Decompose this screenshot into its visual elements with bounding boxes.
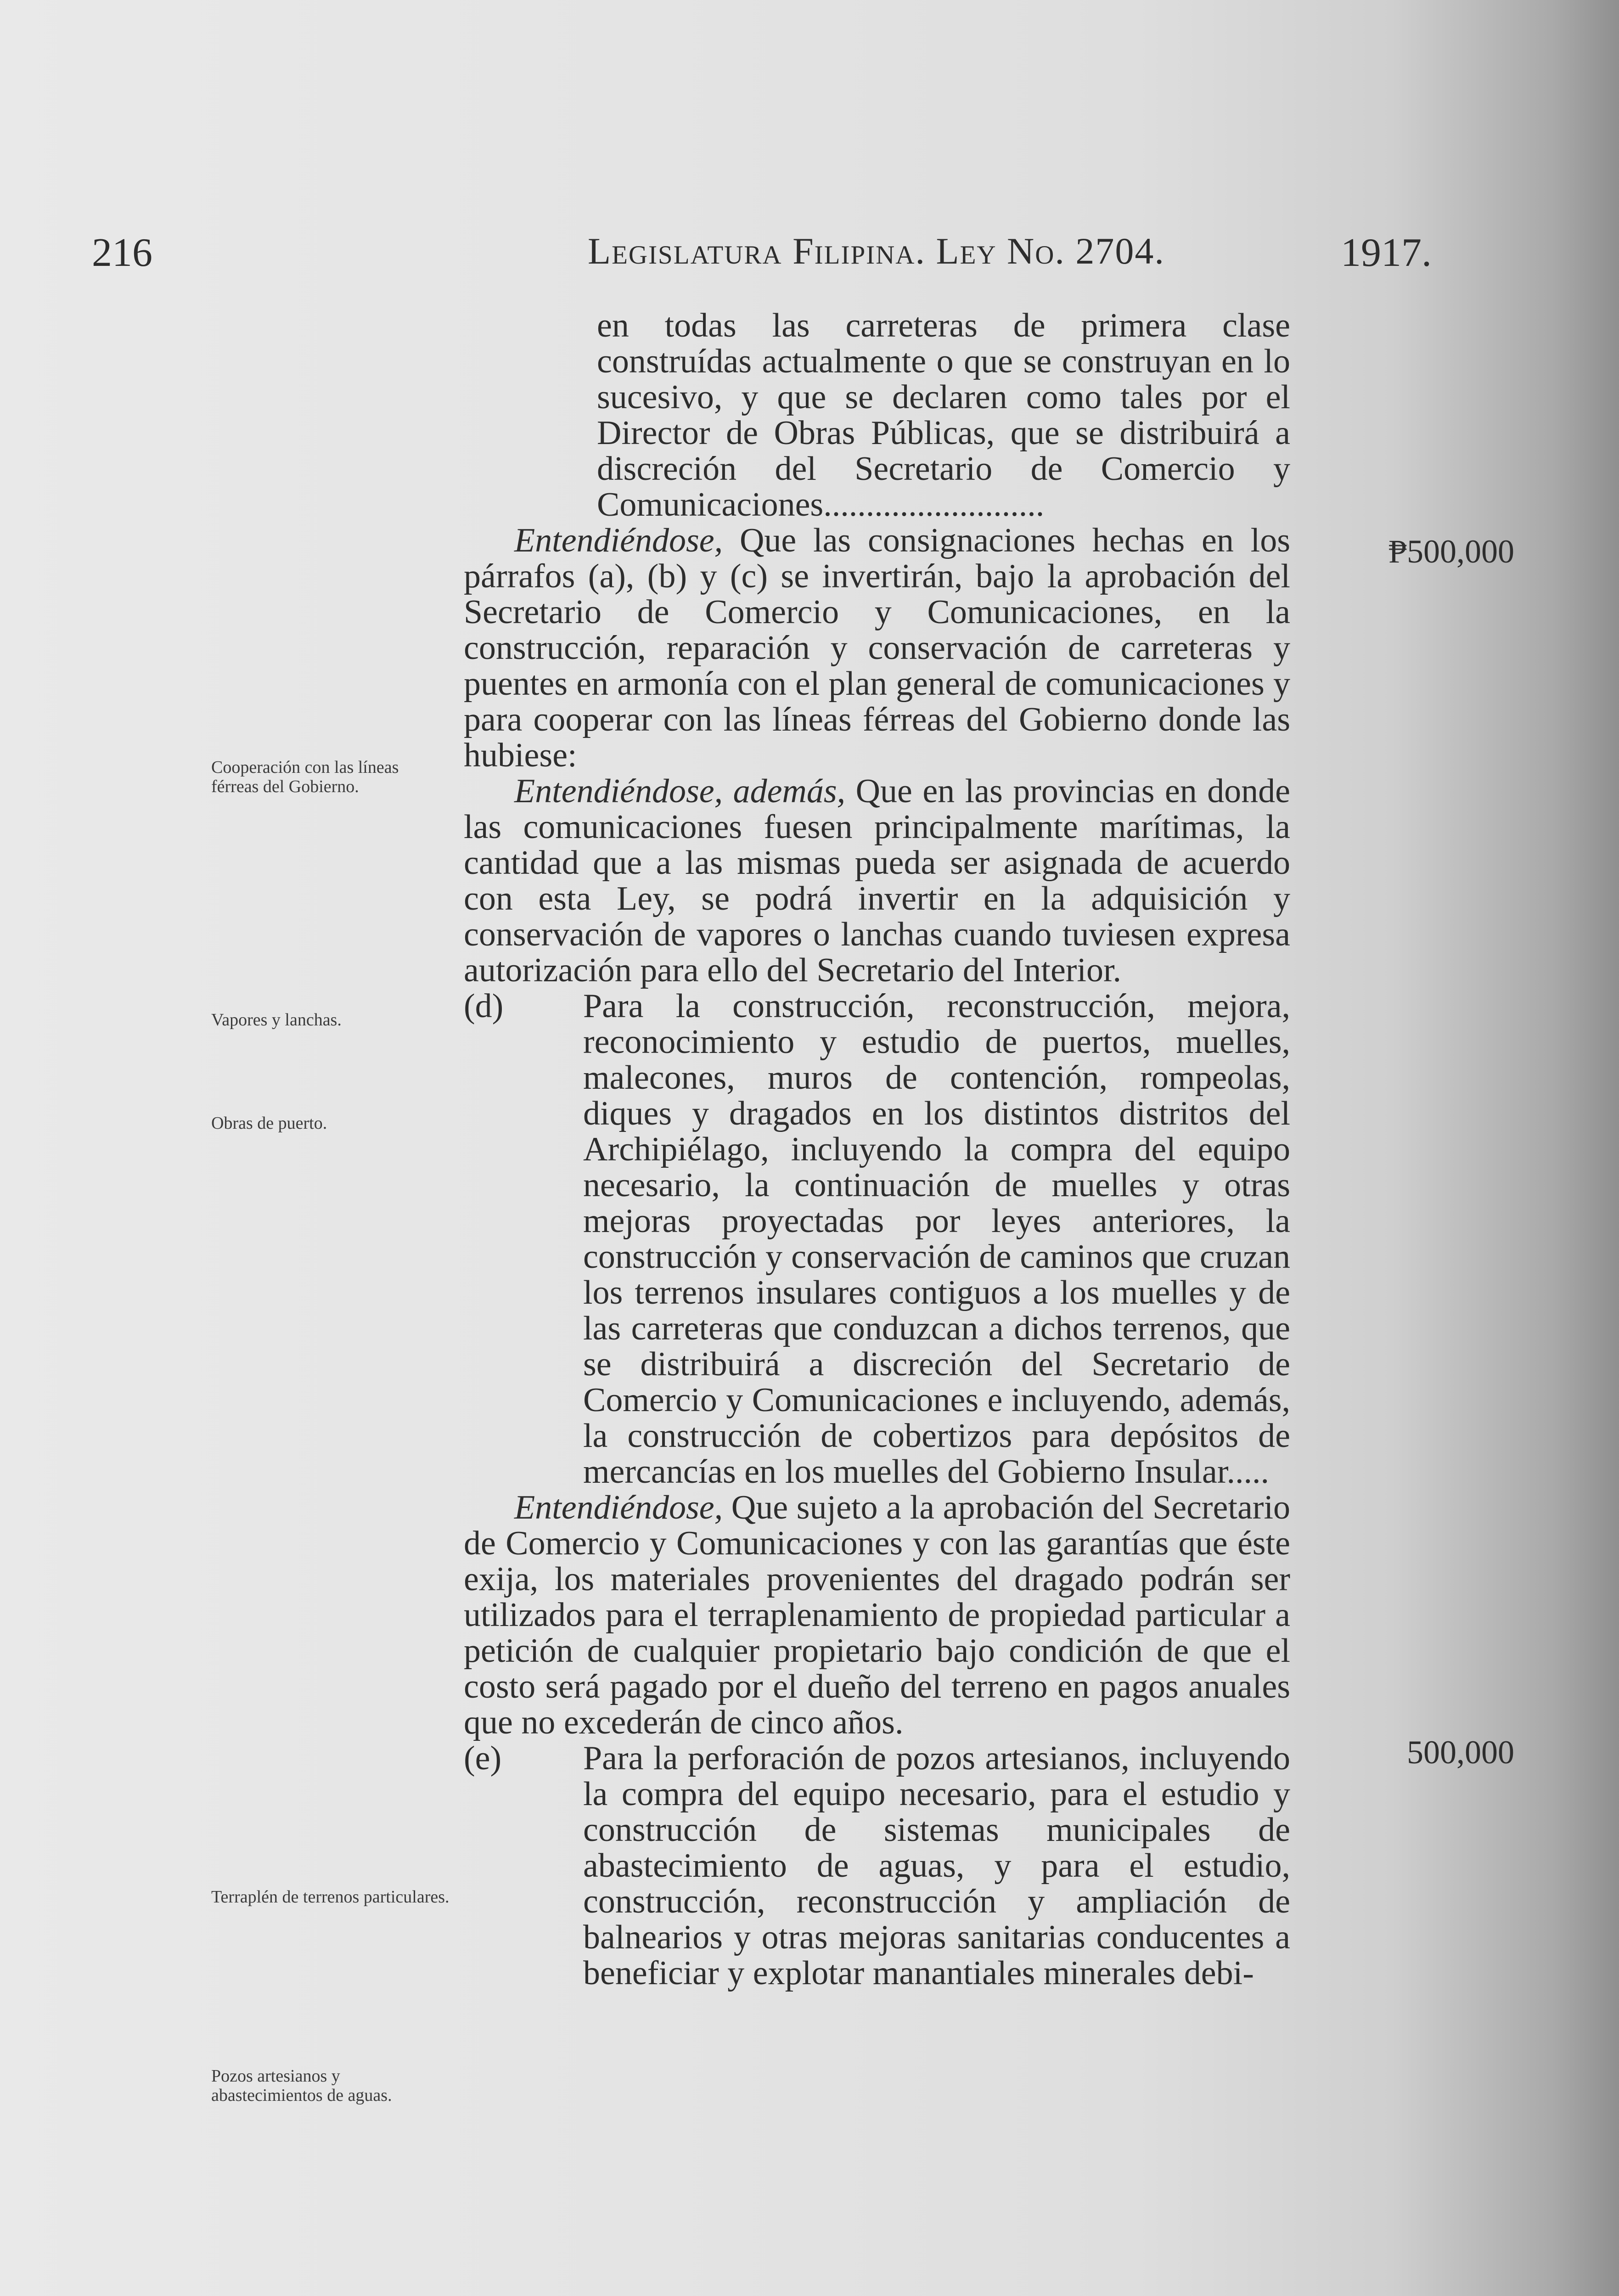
item-body xyxy=(464,1740,1290,1991)
proviso-lead: Entendiéndose, además, xyxy=(514,772,846,810)
amount-first: ₱500,000 xyxy=(1388,533,1514,570)
proviso-lead: Entendiéndose, xyxy=(514,522,723,559)
paragraph-continuation xyxy=(464,308,1290,523)
item-d xyxy=(464,988,1290,1490)
item-text: Para la perforación de pozos artesianos, incluyendo la compra del equipo necesario, para el estudio y construcción de sistemas municipales de abastecimiento de aguas, y para el estudio, construcción, reconstrucción y ampliación de balnearios y otras mejoras sanitarias conducentes a beneficiar y explotar manantiales minerales debi- xyxy=(583,1739,1290,1992)
page-header xyxy=(92,230,1469,285)
item-text: Para la construcción, reconstrucción, mejora, reconocimiento y estudio de puertos, muelles, malecones, muros de contención, rompeolas, diques y dragados en los distintos distritos del Archipiélago, incluyendo la compra del equipo necesario, la continuación de muelles y otras mejoras proyectadas por leyes anteriores, la construcción y conservación de caminos que cruzan los terrenos insulares contiguos a los muelles y de las carreteras que conduzcan a dichos terrenos, que se distribuirá a discreción del Secretario de Comercio y Comunicaciones e incluyendo, además, la construcción de cobertizos para depósitos de mercancías en los muelles del Gobierno Insular xyxy=(583,987,1290,1491)
item-e xyxy=(464,1740,1290,1991)
item-label: (d) xyxy=(464,987,504,1025)
paragraph-text: en todas las carreteras de primera clase construídas actualmente o que se construyan en lo sucesivo, y que se declaren como tales por el Director de Obras Públicas, que se distribuirá a discreción del Secretario de Comercio y Comunicaciones xyxy=(597,307,1290,523)
amount-second: 500,000 xyxy=(1407,1734,1514,1771)
header-year: 1917. xyxy=(1341,231,1432,275)
page-number: 216 xyxy=(92,231,152,275)
body-text xyxy=(464,308,1290,1991)
proviso-text: Que las consignaciones hechas en los párrafos (a), (b) y (c) se invertirán, bajo la aprobación del Secretario de Comercio y Comunicaciones, en la construcción, reparación y conservación de carreteras y puentes en armonía con el plan general de comunicaciones y para cooperar con las líneas férreas del Gobierno donde las hubiese: xyxy=(464,522,1291,774)
proviso-text: Que en las provincias en donde las comunicaciones fuesen principalmente marítimas, la cantidad que a las mismas pueda ser asignada de acuerdo con esta Ley, se podrá invertir en la adquisición y conservación de vapores o lanchas cuando tuviesen expresa autorización para ello del Secretario del Interior. xyxy=(464,772,1291,989)
proviso-lead: Entendiéndose, xyxy=(514,1489,723,1526)
margin-note-vapores: Vapores y lanchas. xyxy=(211,1010,342,1030)
item-body xyxy=(464,988,1290,1490)
proviso-1 xyxy=(464,523,1290,773)
running-title: Legislatura Filipina. Ley No. 2704. xyxy=(588,230,1165,272)
leader-dots: ..... xyxy=(1226,1453,1269,1491)
proviso-text: Que sujeto a la aprobación del Secretario de Comercio y Comunicaciones y con las garantías que éste exija, los materiales provenientes del dragado podrán ser utilizados para el terraplenamiento de propiedad particular a petición de cualquier propietario bajo condición de que el costo será pagado por el dueño del terreno en pagos anuales que no excederán de cinco años. xyxy=(464,1489,1291,1741)
item-label: (e) xyxy=(464,1739,502,1777)
leader-dots: .......................... xyxy=(823,486,1045,523)
proviso-2 xyxy=(464,773,1290,988)
margin-note-cooperacion: Cooperación con las líneas férreas del Gobierno. xyxy=(211,758,399,796)
margin-note-obras-puerto: Obras de puerto. xyxy=(211,1114,327,1133)
margin-note-pozos: Pozos artesianos y abastecimientos de aguas. xyxy=(211,2066,392,2105)
margin-note-terraplen: Terraplén de terrenos particulares. xyxy=(211,1887,450,1907)
proviso-3 xyxy=(464,1490,1290,1740)
